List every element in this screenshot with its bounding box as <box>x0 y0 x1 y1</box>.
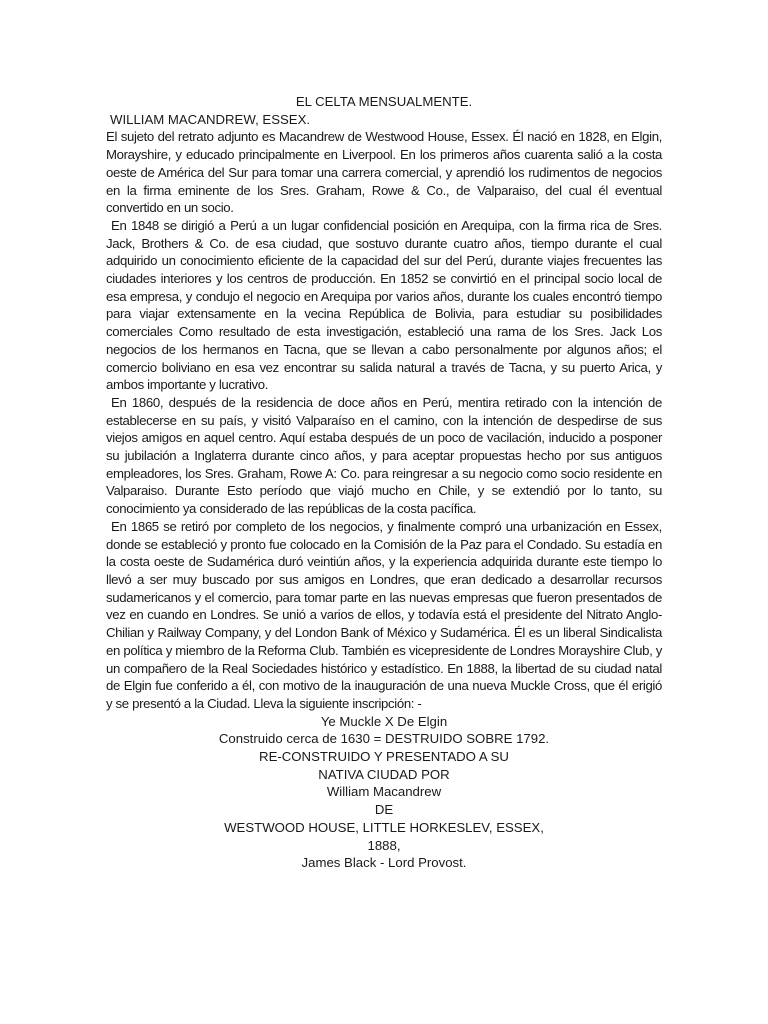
inscription-line: Ye Muckle X De Elgin <box>320 713 448 729</box>
paragraph-1860: En 1860, después de la residencia de doce años en Perú, mentira retirado con la intención de establecerse en su país, y visitó Valparaíso en el camino, con la intención de despedirse de sus viejos amigos en aquel centro. Aquí estaba después de un poco de vacilación, inducido a posponer su jubilación a Inglaterra durante cinco años, y para aceptar propuestas hecho por sus antiguos empleadores, los Sres. Graham, Rowe A: Co. para reingresar a su negocio como socio residente en Valparaiso. Durante Esto período que viajó mucho en Chile, y se extendió por lo tanto, su conocimiento ya considerado de las repúblicas de la costa pacífica. <box>106 394 662 517</box>
inscription-line: William Macandrew <box>326 784 442 800</box>
inscription-line: 1888, <box>367 837 401 853</box>
paragraph-intro: El sujeto del retrato adjunto es Macandrew de Westwood House, Essex. Él nació en 1828, en Elgin, Morayshire, y educado principalmente en Liverpool. En los primeros años cuarenta salió a la costa oeste de América del Sur para tomar una carrera comercial, y aprendió los rudimentos de negocios en la firma eminente de los Sres. Graham, Rowe & Co., de Valparaiso, del cual él eventual convertido en un socio. <box>106 129 662 216</box>
inscription-line: James Black - Lord Provost. <box>301 855 467 871</box>
inscription-line: Construido cerca de 1630 = DESTRUIDO SOBRE 1792. <box>218 731 550 747</box>
paragraph-1865: En 1865 se retiró por completo de los negocios, y finalmente compró una urbanización en Essex, donde se estableció y pronto fue colocado en la Comisión de la Paz para el Condado. Su estadía en la costa oeste de Sudamérica duró veintiún años, y la experiencia adquirida durante este tiempo lo llevó a ser muy buscado por sus amigos en Londres, que eran dedicado a desarrollar recursos sudamericanos y el comercio, para tomar parte en las nuevas empresas que fueron presentados de vez en cuando en Londres. Se unió a varios de ellos, y todavía está el presidente del Nitrato Anglo-Chilian y Railway Company, y del London Bank of México y Sudamérica. Él es un liberal Sindicalista en política y miembro de la Reforma Club. También es vicepresidente de Londres Morayshire Club, y un compañero de la Real Sociedades histórico y estadístico. En 1888, la libertad de su ciudad natal de Elgin fue conferido a él, con motivo de la inauguración de una nueva Muckle Cross, que él erigió y se presentó a la Ciudad. Lleva la siguiente inscripción: - <box>106 518 662 711</box>
document-subtitle: WILLIAM MACANDREW, ESSEX. <box>110 111 311 127</box>
inscription-line: NATIVA CIUDAD POR <box>318 766 450 782</box>
inscription-line: DE <box>374 802 394 818</box>
inscription-line: RE-CONSTRUIDO Y PRESENTADO A SU <box>259 749 509 765</box>
paragraph-1848: En 1848 se dirigió a Perú a un lugar confidencial posición en Arequipa, con la firma rica de Sres. Jack, Brothers & Co. de esa ciudad, que sostuvo durante cuatro años, tiempo durante el cual adquirido un conocimiento eficiente de la capacidad del sur del Perú, durante viajes frecuentes las ciudades interiores y los centros de producción. En 1852 se convirtió en el principal socio local de esa empresa, y condujo el negocio en Arequipa por varios años, durante los cuales encontró tiempo para viajar extensamente en la vecina República de Bolivia, para estudiar su posibilidades comerciales Como resultado de esta investigación, estableció una rama de los Sres. Jack Los negocios de los hermanos en Tacna, que se llevan a cabo personalmente por algunos años; el comercio boliviano en esa vez encontrar su salida natural a través de Tacna, y su puerto Arica, y ambos importante y lucrativo. <box>106 217 662 393</box>
inscription-block <box>106 713 662 872</box>
document-page <box>106 93 662 872</box>
inscription-line: WESTWOOD HOUSE, LITTLE HORKESLEV, ESSEX, <box>224 819 544 835</box>
document-title: EL CELTA MENSUALMENTE. <box>295 94 473 109</box>
